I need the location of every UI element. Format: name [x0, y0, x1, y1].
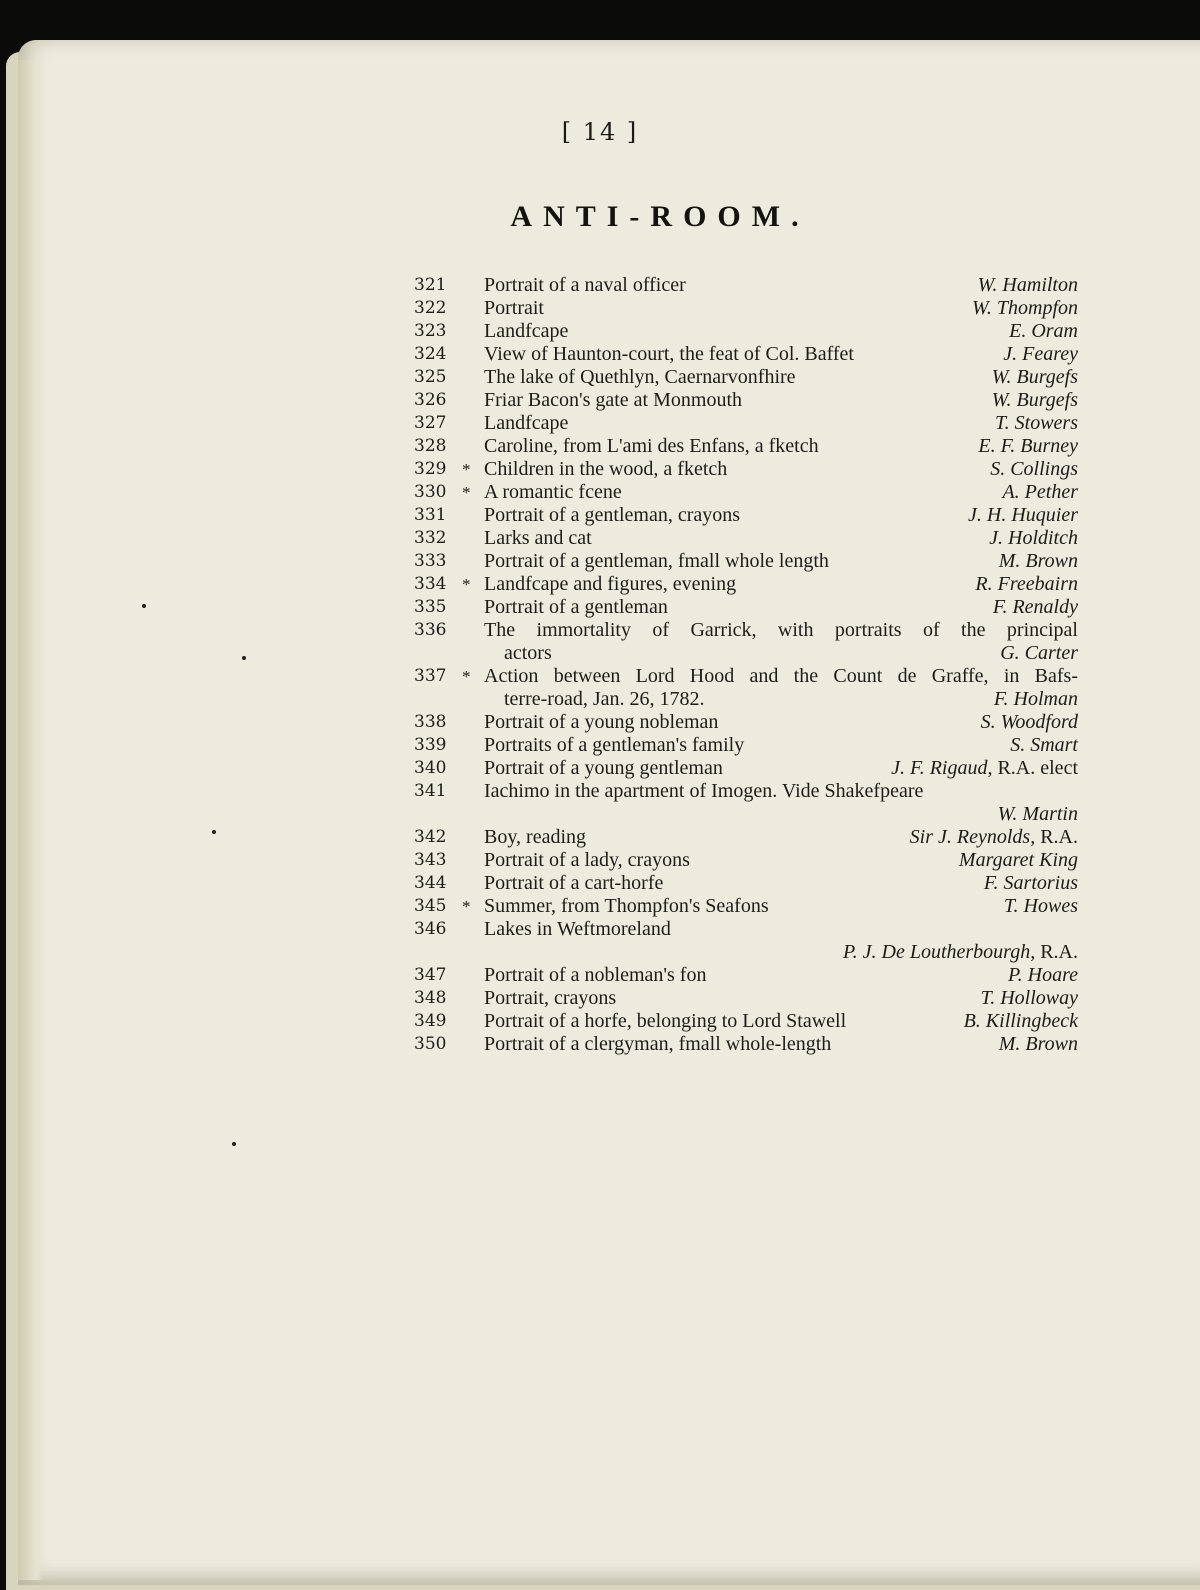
entry-number: 322 — [414, 298, 447, 318]
entry-title-continued: terre-road, Jan. 26, 1782. — [504, 688, 705, 710]
entry-artist: W. Thompfon — [972, 297, 1078, 319]
entry-title: Landfcape and figures, evening — [484, 573, 737, 595]
entry-number: 332 — [414, 528, 447, 548]
list-item — [0, 527, 1200, 550]
list-item — [0, 458, 1200, 481]
list-item — [0, 1010, 1200, 1033]
entry-number: 324 — [414, 344, 447, 364]
list-item — [0, 964, 1200, 987]
entry-artist-with-title — [891, 757, 1078, 780]
entry-number: 330 — [414, 482, 447, 502]
entry-title: Landfcape — [484, 412, 569, 434]
entry-number: 346 — [414, 919, 447, 939]
entry-number: 321 — [414, 275, 447, 295]
entry-artist: E. Oram — [1009, 320, 1078, 342]
list-item — [0, 711, 1200, 734]
entry-artist: B. Killingbeck — [963, 1010, 1078, 1032]
list-item — [0, 550, 1200, 573]
entry-number: 338 — [414, 712, 447, 732]
entry-number: 328 — [414, 436, 447, 456]
entry-title: A romantic fcene — [484, 481, 622, 503]
entry-artist: R. Freebairn — [975, 573, 1078, 595]
list-item — [0, 780, 1200, 803]
entry-title: Summer, from Thompfon's Seafons — [484, 895, 769, 917]
entry-artist: J. H. Huquier — [968, 504, 1078, 526]
entry-artist: G. Carter — [1000, 642, 1078, 664]
entry-artist: S. Smart — [1010, 734, 1078, 756]
entry-artist: S. Collings — [990, 458, 1078, 480]
page-number: [ 14 ] — [561, 118, 639, 146]
entry-artist: M. Brown — [998, 550, 1078, 572]
entry-title: Portrait of a horfe, belonging to Lord Stawell — [484, 1010, 847, 1032]
entry-number: 348 — [414, 988, 447, 1008]
entry-number: 340 — [414, 758, 447, 778]
list-item — [0, 366, 1200, 389]
entry-title: Portrait — [484, 297, 544, 319]
entry-title: The lake of Quethlyn, Caernarvonfhire — [484, 366, 796, 388]
entry-title-continued: actors — [504, 642, 552, 664]
new-work-marker: * — [462, 575, 471, 594]
entry-number: 350 — [414, 1034, 447, 1054]
new-work-marker: * — [462, 667, 471, 686]
entry-title: Portrait of a young nobleman — [484, 711, 719, 733]
entry-artist: T. Howes — [1003, 895, 1078, 917]
list-item — [0, 435, 1200, 458]
entry-artist: A. Pether — [1002, 481, 1078, 503]
entry-title: Portraits of a gentleman's family — [484, 734, 745, 756]
entry-title: Lakes in Weftmoreland — [484, 918, 671, 940]
entry-number: 334 — [414, 574, 447, 594]
entry-artist: P. J. De Loutherbourgh, — [842, 941, 1036, 963]
list-item — [0, 320, 1200, 343]
entry-title: Portrait of a naval officer — [484, 274, 686, 296]
entry-title: Larks and cat — [484, 527, 592, 549]
entry-number: 347 — [414, 965, 447, 985]
entry-title: Portrait of a clergyman, fmall whole-length — [484, 1033, 832, 1055]
new-work-marker: * — [462, 483, 471, 502]
entry-title: Portrait, crayons — [484, 987, 617, 1009]
entry-artist: Margaret King — [958, 849, 1078, 871]
entry-title: Children in the wood, a fketch — [484, 458, 728, 480]
entry-title: Portrait of a gentleman, crayons — [484, 504, 741, 526]
entry-number: 344 — [414, 873, 447, 893]
list-item — [0, 297, 1200, 320]
entry-artist: F. Sartorius — [983, 872, 1078, 894]
entry-title: Portrait of a gentleman, fmall whole length — [484, 550, 829, 572]
entry-number: 336 — [414, 620, 447, 640]
entry-number: 349 — [414, 1011, 447, 1031]
list-item — [0, 872, 1200, 895]
academy-rank: R.A. — [1040, 941, 1078, 963]
entry-title: Friar Bacon's gate at Monmouth — [484, 389, 742, 411]
entry-number: 331 — [414, 505, 447, 525]
page-title: ANTI-ROOM. — [510, 200, 810, 233]
list-item — [0, 895, 1200, 918]
list-item — [0, 274, 1200, 297]
list-item — [0, 481, 1200, 504]
list-item — [0, 1033, 1200, 1056]
entry-artist: W. Martin — [997, 803, 1078, 825]
entry-title: Boy, reading — [484, 826, 587, 848]
list-item-continuation — [0, 642, 1200, 665]
entry-title: Landfcape — [484, 320, 569, 342]
entry-artist: S. Woodford — [980, 711, 1078, 733]
entry-title: Portrait of a nobleman's fon — [484, 964, 707, 986]
entry-title: Portrait of a young gentleman — [484, 757, 723, 779]
list-item — [0, 596, 1200, 619]
list-item — [0, 389, 1200, 412]
list-item — [0, 619, 1200, 642]
entry-artist: P. Hoare — [1008, 964, 1078, 986]
list-item — [0, 573, 1200, 596]
entry-artist: M. Brown — [998, 1033, 1078, 1055]
list-item — [0, 734, 1200, 757]
entry-title: Portrait of a cart-horfe — [484, 872, 664, 894]
entry-artist: T. Holloway — [980, 987, 1078, 1009]
entry-artist: F. Holman — [993, 688, 1078, 710]
entry-number: 333 — [414, 551, 447, 571]
entry-number: 339 — [414, 735, 447, 755]
entry-artist: T. Stowers — [995, 412, 1078, 434]
new-work-marker: * — [462, 460, 471, 479]
entry-artist: J. F. Rigaud, — [891, 757, 993, 779]
entry-artist: E. F. Burney — [978, 435, 1078, 457]
entry-artist-with-title — [843, 941, 1078, 964]
academy-rank: R.A. elect — [997, 757, 1078, 779]
list-item-continuation — [0, 688, 1200, 711]
entry-number: 345 — [414, 896, 447, 916]
entry-artist: W. Burgefs — [991, 389, 1078, 411]
entry-title: The immortality of Garrick, with portraits of the principal — [484, 619, 1078, 641]
entry-artist: J. Fearey — [1003, 343, 1078, 365]
entry-number: 342 — [414, 827, 447, 847]
entry-title: Action between Lord Hood and the Count de Graffe, in Bafs- — [484, 665, 1078, 687]
entry-artist-with-title — [910, 826, 1078, 849]
entry-title: Portrait of a lady, crayons — [484, 849, 690, 871]
list-item — [0, 826, 1200, 849]
list-item-continuation — [0, 941, 1200, 964]
entry-artist: W. Hamilton — [977, 274, 1078, 296]
entry-number: 343 — [414, 850, 447, 870]
entry-number: 326 — [414, 390, 447, 410]
entry-number: 323 — [414, 321, 447, 341]
entry-artist: Sir J. Reynolds, — [909, 826, 1036, 848]
list-item — [0, 504, 1200, 527]
entry-number: 341 — [414, 781, 447, 801]
list-item-continuation — [0, 803, 1200, 826]
entry-title: Caroline, from L'ami des Enfans, a fketch — [484, 435, 819, 457]
entry-number: 337 — [414, 666, 447, 686]
list-item — [0, 665, 1200, 688]
entry-title: View of Haunton-court, the feat of Col. Baffet — [484, 343, 854, 365]
entry-artist: J. Holditch — [989, 527, 1078, 549]
entry-title: Iachimo in the apartment of Imogen. Vide Shakefpeare — [484, 780, 924, 802]
entry-number: 335 — [414, 597, 447, 617]
entry-artist: W. Burgefs — [991, 366, 1078, 388]
entry-number: 329 — [414, 459, 447, 479]
list-item — [0, 343, 1200, 366]
list-item — [0, 987, 1200, 1010]
entry-number: 327 — [414, 413, 447, 433]
list-item — [0, 849, 1200, 872]
list-item — [0, 918, 1200, 941]
list-item — [0, 757, 1200, 780]
new-work-marker: * — [462, 897, 471, 916]
entry-title: Portrait of a gentleman — [484, 596, 668, 618]
ink-speck — [232, 1142, 236, 1146]
academy-rank: R.A. — [1040, 826, 1078, 848]
entry-number: 325 — [414, 367, 447, 387]
catalogue-list — [0, 274, 1200, 1056]
entry-artist: F. Renaldy — [992, 596, 1078, 618]
list-item — [0, 412, 1200, 435]
